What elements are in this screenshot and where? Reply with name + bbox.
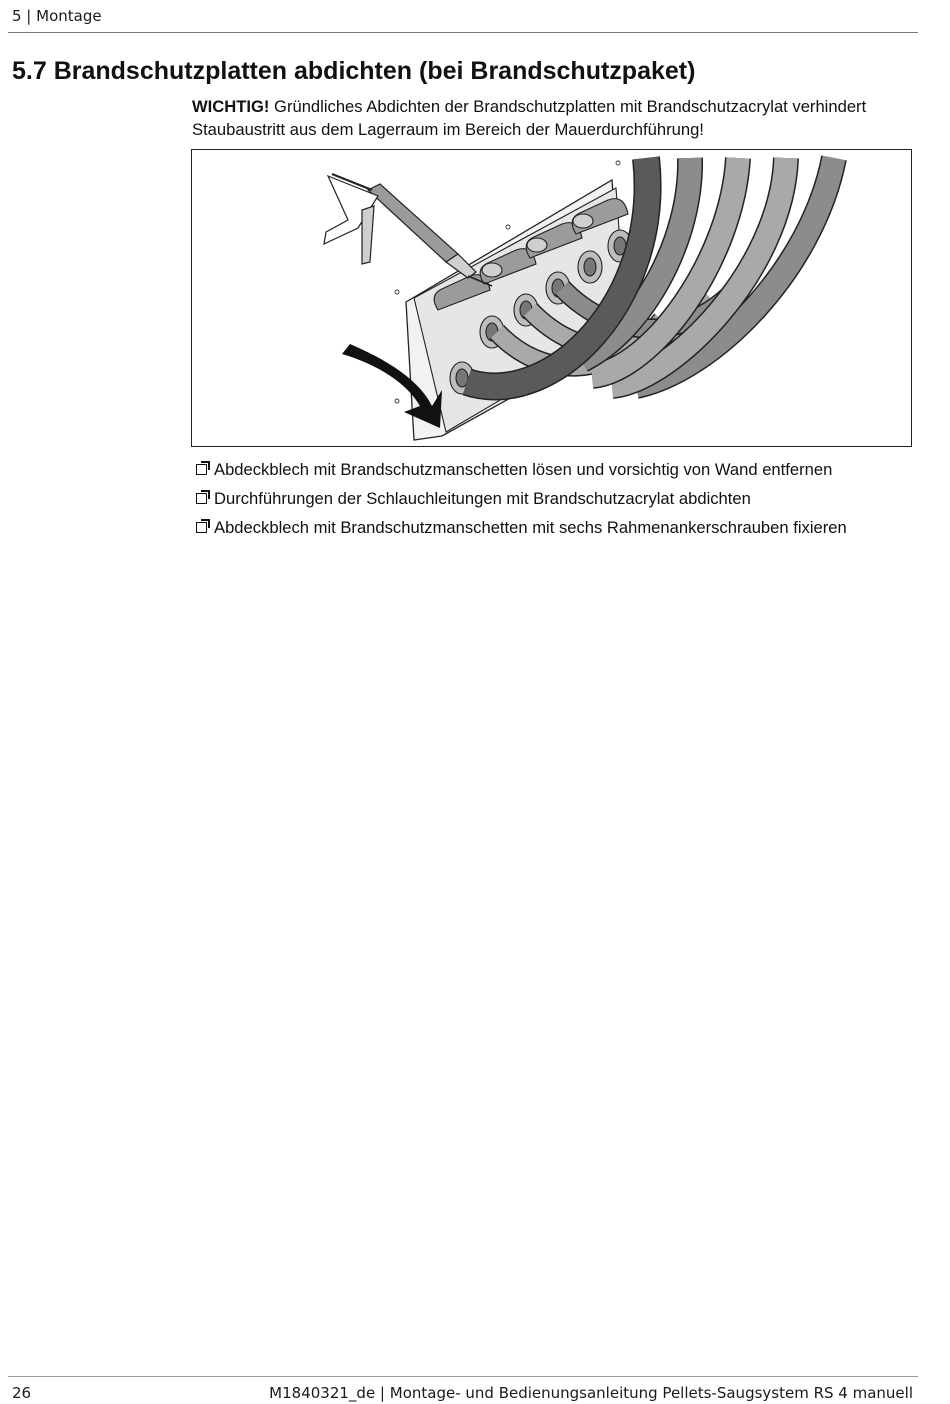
step-label: Durchführungen der Schlauchleitungen mit Brandschutzacrylat abdichten bbox=[214, 488, 751, 508]
footer-divider bbox=[8, 1376, 918, 1377]
page-number: 26 bbox=[12, 1384, 32, 1402]
checkbox-icon[interactable] bbox=[196, 464, 207, 475]
step-item bbox=[196, 484, 926, 513]
screw-hole bbox=[616, 161, 620, 165]
step-list bbox=[196, 455, 926, 542]
step-item bbox=[196, 513, 926, 542]
notice-label: WICHTIG! bbox=[192, 97, 270, 116]
sealing-illustration-icon bbox=[192, 150, 911, 446]
screw-hole bbox=[395, 290, 399, 294]
step-label: Abdeckblech mit Brandschutzmanschetten lösen und vorsichtig von Wand entfernen bbox=[214, 459, 833, 479]
step-item bbox=[196, 455, 926, 484]
notice-text: Gründliches Abdichten der Brandschutzplatten mit Brandschutzacrylat verhindert Staubaustritt aus dem Lagerraum im Bereich der Mauerdurchführung! bbox=[192, 97, 867, 139]
sealing-figure bbox=[191, 149, 912, 447]
caulking-gun-icon bbox=[324, 174, 492, 286]
important-notice bbox=[192, 95, 912, 141]
document-title: M1840321_de | Montage- und Bedienungsanleitung Pellets-Saugsystem RS 4 manuell bbox=[269, 1384, 913, 1402]
step-label: Abdeckblech mit Brandschutzmanschetten mit sechs Rahmenankerschrauben fixieren bbox=[214, 517, 847, 537]
checkbox-icon[interactable] bbox=[196, 493, 207, 504]
section-title: 5.7 Brandschutzplatten abdichten (bei Brandschutzpaket) bbox=[12, 57, 696, 85]
screw-hole bbox=[506, 225, 510, 229]
header-divider bbox=[8, 32, 918, 33]
running-header: 5 | Montage bbox=[12, 7, 102, 25]
screw-hole bbox=[395, 399, 399, 403]
checkbox-icon[interactable] bbox=[196, 522, 207, 533]
